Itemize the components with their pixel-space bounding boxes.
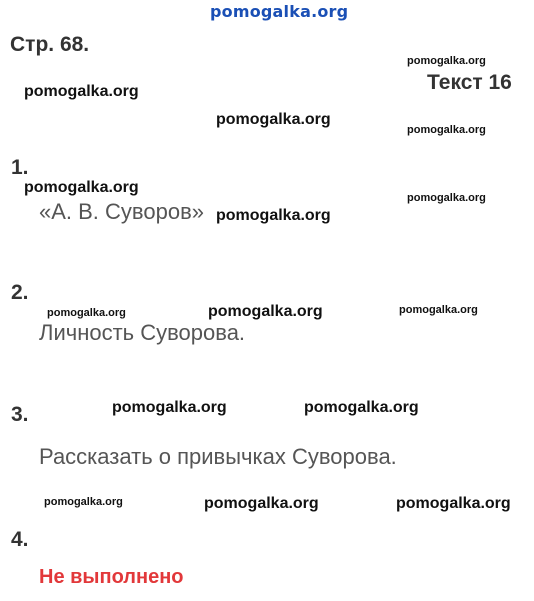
watermark: pomogalka.org — [112, 399, 227, 416]
watermark: pomogalka.org — [47, 307, 126, 319]
watermark: pomogalka.org — [407, 124, 486, 136]
watermark: pomogalka.org — [216, 111, 331, 128]
watermark: pomogalka.org — [396, 495, 511, 512]
watermark: pomogalka.org — [24, 179, 139, 196]
item-answer-4-not-done: Не выполнено — [39, 566, 184, 588]
item-number-2: 2. — [11, 281, 29, 304]
item-answer-3: Рассказать о привычках Суворова. — [39, 444, 397, 469]
item-number-3: 3. — [11, 403, 29, 426]
watermark: pomogalka.org — [208, 303, 323, 320]
watermark: pomogalka.org — [24, 83, 139, 100]
watermark: pomogalka.org — [216, 207, 331, 224]
watermark: pomogalka.org — [407, 55, 486, 67]
text-number-label: Текст 16 — [427, 71, 512, 94]
page-reference: Стр. 68. — [10, 33, 90, 56]
watermark: pomogalka.org — [44, 496, 123, 508]
item-answer-1: «А. В. Суворов» — [39, 199, 204, 224]
item-number-4: 4. — [11, 528, 29, 551]
watermark: pomogalka.org — [204, 495, 319, 512]
site-header-link[interactable]: pomogalka.org — [210, 2, 349, 21]
watermark: pomogalka.org — [304, 399, 419, 416]
watermark: pomogalka.org — [407, 192, 486, 204]
item-answer-2: Личность Суворова. — [39, 320, 246, 345]
item-number-1: 1. — [11, 156, 29, 179]
watermark: pomogalka.org — [399, 304, 478, 316]
